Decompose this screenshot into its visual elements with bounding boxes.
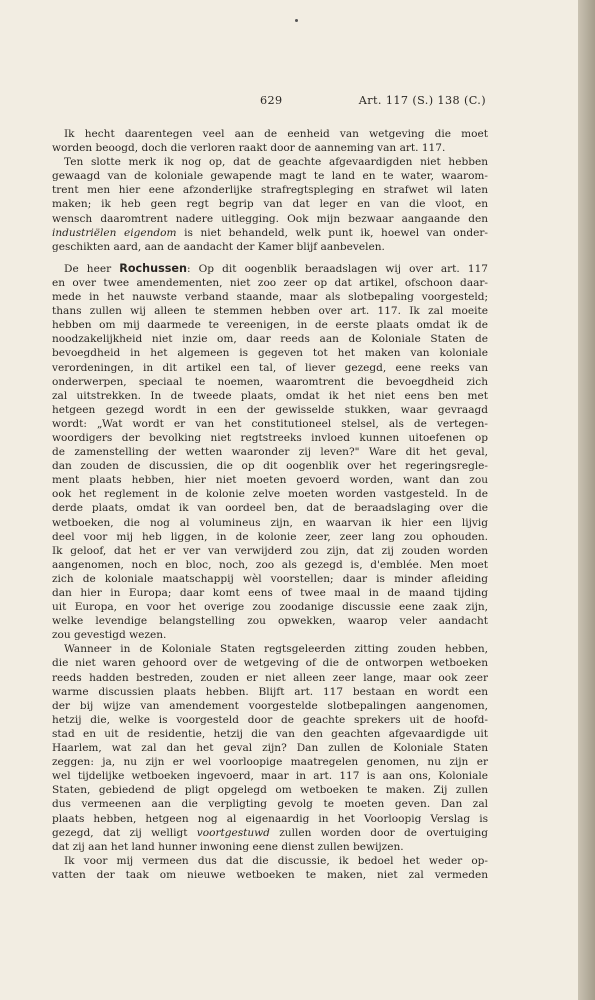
text-line: stad en uit de residentie, hetzij die van den geachten afgevaardigde uit [52, 727, 488, 740]
text-line: der bij wijze van amendement voorgestelde slotbepalingen aangenomen, [52, 699, 488, 712]
text-line [52, 262, 488, 276]
text-line [52, 226, 488, 240]
text-line: welke levendige belangstelling zou opwekken, waarop veler aandacht [52, 615, 488, 628]
text-line: de zamenstelling der wetten waaronder zij leven?" Ware dit het geval, [52, 446, 488, 459]
text-line: hetgeen gezegd wordt in een der gewisselde stukken, waar gevraagd [52, 403, 488, 416]
text-fragment: gezegd, dat zij welligt [52, 826, 197, 839]
paragraph [52, 642, 488, 853]
text-line: dat zij aan het land hunner inwoning eene dienst zullen bewijzen. [52, 840, 404, 853]
text-line: gewaagd van de koloniale gewapende magt te land en te water, waarom- [52, 170, 488, 183]
text-line: Ik hecht daarentegen veel aan de eenheid van wetgeving die moet [64, 128, 488, 140]
text-line: Haarlem, wat zal dan het geval zijn? Dan zullen de Koloniale Staten [52, 742, 488, 755]
text-line: die niet waren gehoord over de wetgeving of die de ontworpen wetboeken [52, 657, 488, 670]
text-line: thans zullen wij alleen te stemmen hebben over art. 117. Ik zal moeite [52, 305, 488, 318]
text-line: deel voor mij heb liggen, in de kolonie zeer, zeer lang zou ophouden. [52, 530, 488, 543]
text-line: hebben om mij daarmede te vereenigen, in de eerste plaats omdat ik de [52, 319, 488, 332]
text-line: Ik geloof, dat het er ver van verwijderd zou zijn, dat zij zouden worden [52, 544, 488, 557]
text-line: aangenomen, noch en bloc, noch, zoo als gezegd is, d'emblée. Men moet [52, 558, 488, 571]
text-line: zou gevestigd wezen. [52, 629, 167, 642]
text-line: Ik voor mij vermeen dus dat die discussie, ik bedoel het weder op- [64, 854, 488, 867]
text-line: verordeningen, in dit artikel een tal, of liever gezegd, eene reeks van [52, 361, 488, 374]
text-line: bevoegdheid in het algemeen is gegeven tot het maken van koloniale [52, 347, 488, 360]
text-line: wensch daaromtrent nadere uitlegging. Ook mijn bezwaar aangaande den [52, 212, 488, 225]
text-fragment: zullen worden door de overtuiging [269, 826, 488, 839]
text-line: dus vermeenen aan die verpligting gevolg te moeten geven. Dan zal [52, 798, 488, 811]
page-mark [295, 19, 298, 22]
article-reference: Art. 117 (S.) 138 (C.) [358, 94, 486, 107]
text-line: en over twee amendementen, niet zoo zeer op dat artikel, ofschoon daar- [52, 276, 488, 289]
speaker-name: Rochussen [119, 261, 187, 275]
text-line: Staten, gebiedend de pligt opgelegd om wetboeken te maken. Zij zullen [52, 784, 488, 797]
page-body [52, 127, 488, 882]
text-line: hetzij die, welke is voorgesteld door de geachte sprekers uit de hoofd- [52, 713, 488, 726]
text-line [52, 826, 488, 840]
italic-term: industriëlen eigendom [52, 226, 177, 239]
paragraph [52, 854, 488, 882]
italic-term: voortgestuwd [196, 826, 270, 839]
text-line: maken; ik heb geen regt begrip van dat leger en van die vloot, en [52, 198, 488, 211]
text-line: vatten der taak om nieuwe wetboeken te maken, niet zal vermeden [52, 868, 488, 881]
text-line: wel tijdelijke wetboeken ingevoerd, maar in art. 117 is aan ons, Koloniale [52, 770, 488, 783]
page-number: 629 [260, 94, 283, 107]
paragraph-gap [52, 254, 488, 262]
text-line: wetboeken, die nog al volumineus zijn, en waarvan ik hier een lijvig [52, 516, 488, 529]
text-line: worden beoogd, doch die verloren raakt door de aanneming van art. 117. [52, 142, 446, 155]
text-line: reeds hadden bestreden, zouden er niet alleen zeer lange, maar ook zeer [52, 671, 488, 684]
text-line: trent men hier eene afzonderlijke strafregtspleging en strafwet wil laten [52, 184, 488, 197]
text-line: warme discussien plaats hebben. Blijft art. 117 bestaan en wordt een [52, 685, 488, 698]
text-line: zich de koloniale maatschappij wèl voorstellen; daar is minder afleiding [52, 572, 488, 585]
text-line: ook het reglement in de kolonie zelve moeten worden vastgesteld. In de [52, 488, 488, 501]
text-line: dan zouden de discussien, die op dit oogenblik over het regeringsregle- [52, 460, 488, 473]
text-line: wordt: „Wat wordt er van het constitutioneel stelsel, als de vertegen- [52, 417, 488, 430]
text-line: onderwerpen, speciaal te noemen, waaromtrent die bevoegdheid zich [52, 375, 488, 388]
text-line: woordigers der bevolking niet regtstreeks invloed kunnen uitoefenen op [52, 431, 488, 444]
text-line: uit Europa, en voor het overige zou zoodanige discussie eene zaak zijn, [52, 601, 488, 614]
paragraph [52, 127, 488, 155]
text-line: Wanneer in de Koloniale Staten regtsgeleerden zitting zouden hebben, [64, 643, 488, 656]
paragraph [52, 262, 488, 643]
text-line: dan hier in Europa; daar komt eens of twee maal in de maand tijding [52, 587, 488, 599]
text-line: mede in het nauwste verband staande, maar als slotbepaling voorgesteld; [52, 291, 488, 304]
text-line: plaats hebben, hetgeen nog al eigenaardig in het Voorloopig Verslag is [52, 812, 488, 825]
text-fragment: De heer [64, 262, 120, 275]
text-fragment: : Op dit oogenblik beraadslagen wij over art. 117 [186, 262, 488, 275]
text-line: derde plaats, omdat ik van oordeel ben, dat de beraadslaging over die [52, 502, 488, 515]
text-line: noodzakelijkheid niet inzie om, daar reeds aan de Koloniale Staten de [52, 333, 488, 346]
text-line: zeggen: ja, nu zijn er wel voorloopige maatregelen genomen, nu zijn er [52, 756, 488, 769]
book-page-edge [578, 0, 595, 1000]
running-header [54, 94, 486, 110]
text-line: zal uitstrekken. In de tweede plaats, omdat ik het niet eens ben met [52, 389, 488, 402]
text-line: ment plaats hebben, hier niet moeten gevoerd worden, want dan zou [52, 474, 488, 487]
text-line: Ten slotte merk ik nog op, dat de geachte afgevaardigden niet hebben [64, 156, 488, 169]
paragraph [52, 155, 488, 254]
text-fragment: is niet behandeld, welk punt ik, hoewel van onder- [176, 226, 488, 239]
text-line: geschikten aard, aan de aandacht der Kamer blijf aanbevelen. [52, 240, 385, 253]
